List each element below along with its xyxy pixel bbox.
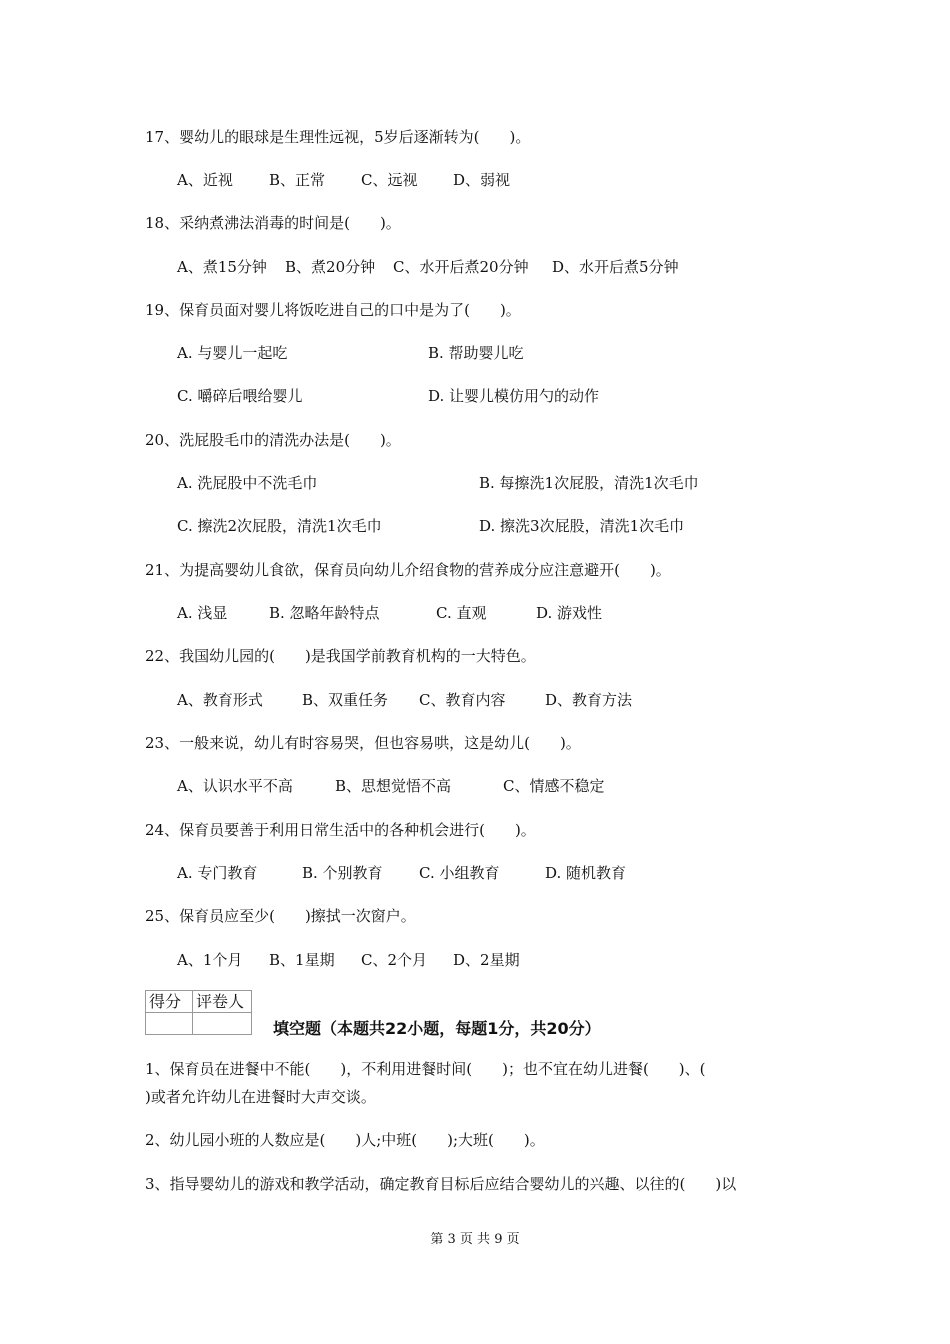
question-24-stem: 24、保育员要善于利用日常生活中的各种机会进行( )。 [145, 821, 536, 839]
page-footer: 第 3 页 共 9 页 [430, 1232, 520, 1247]
option-b: B、1星期 [269, 951, 335, 969]
option-d: D、水开后煮5分钟 [552, 258, 679, 276]
option-c: C. 擦洗2次屁股，清洗1次毛巾 [177, 517, 382, 535]
option-c: C. 直观 [436, 604, 487, 622]
question-20-stem: 20、洗屁股毛巾的清洗办法是( )。 [145, 431, 401, 449]
option-a: A、教育形式 [177, 691, 263, 709]
option-b: B. 每擦洗1次屁股，清洗1次毛巾 [479, 474, 699, 492]
option-d: D. 让婴儿模仿用勺的动作 [428, 387, 600, 405]
question-25-stem: 25、保育员应至少( )擦拭一次窗户。 [145, 907, 416, 925]
option-b: B. 帮助婴儿吃 [428, 344, 524, 362]
score-cell[interactable] [146, 1013, 193, 1035]
option-b: B、正常 [269, 171, 326, 189]
option-a: A、煮15分钟 [177, 258, 267, 276]
option-a: A. 专门教育 [177, 864, 258, 882]
option-d: D. 游戏性 [536, 604, 603, 622]
option-a: A、认识水平不高 [177, 777, 293, 795]
option-a: A. 浅显 [177, 604, 228, 622]
option-a: A. 洗屁股中不洗毛巾 [177, 474, 318, 492]
fill-blank-1-line1: 1、保育员在进餐中不能( )，不利用进餐时间( )；也不宜在幼儿进餐( )、( [145, 1060, 706, 1078]
grader-cell[interactable] [193, 1013, 252, 1035]
option-c: C、远视 [361, 171, 418, 189]
question-23-stem: 23、一般来说，幼儿有时容易哭，但也容易哄，这是幼儿( )。 [145, 734, 581, 752]
option-d: D. 擦洗3次屁股，清洗1次毛巾 [479, 517, 685, 535]
option-d: D. 随机教育 [545, 864, 627, 882]
option-a: A、1个月 [177, 951, 243, 969]
score-box [145, 990, 252, 1035]
fill-blank-1-line2: )或者允许幼儿在进餐时大声交谈。 [145, 1088, 376, 1106]
question-18-stem: 18、采纳煮沸法消毒的时间是( )。 [145, 214, 401, 232]
question-21-stem: 21、为提高婴幼儿食欲，保育员向幼儿介绍食物的营养成分应注意避开( )。 [145, 561, 671, 579]
option-b: B、双重任务 [302, 691, 389, 709]
fill-blank-3: 3、指导婴幼儿的游戏和教学活动，确定教育目标后应结合婴幼儿的兴趣、以往的( )以 [145, 1175, 737, 1193]
option-c: C、情感不稳定 [503, 777, 605, 795]
option-d: D、教育方法 [545, 691, 633, 709]
option-b: B. 个别教育 [302, 864, 383, 882]
option-a: A. 与婴儿一起吃 [177, 344, 288, 362]
option-d: D、弱视 [453, 171, 511, 189]
option-c: C. 嚼碎后喂给婴儿 [177, 387, 303, 405]
question-22-stem: 22、我国幼儿园的( )是我国学前教育机构的一大特色。 [145, 647, 536, 665]
question-17-stem: 17、婴幼儿的眼球是生理性远视，5岁后逐渐转为( )。 [145, 128, 531, 146]
option-c: C、教育内容 [419, 691, 506, 709]
option-b: B、煮20分钟 [285, 258, 376, 276]
section-title: 填空题（本题共22小题，每题1分，共20分） [273, 1019, 601, 1038]
option-d: D、2星期 [453, 951, 520, 969]
option-b: B、思想觉悟不高 [335, 777, 452, 795]
question-19-stem: 19、保育员面对婴儿将饭吃进自己的口中是为了( )。 [145, 301, 521, 319]
option-c: C、水开后煮20分钟 [393, 258, 529, 276]
fill-blank-2: 2、幼儿园小班的人数应是( )人;中班( );大班( )。 [145, 1131, 545, 1149]
grader-label: 评卷人 [193, 991, 252, 1013]
option-c: C. 小组教育 [419, 864, 500, 882]
option-c: C、2个月 [361, 951, 428, 969]
option-b: B. 忽略年龄特点 [269, 604, 380, 622]
score-label: 得分 [146, 991, 193, 1013]
option-a: A、近视 [177, 171, 233, 189]
